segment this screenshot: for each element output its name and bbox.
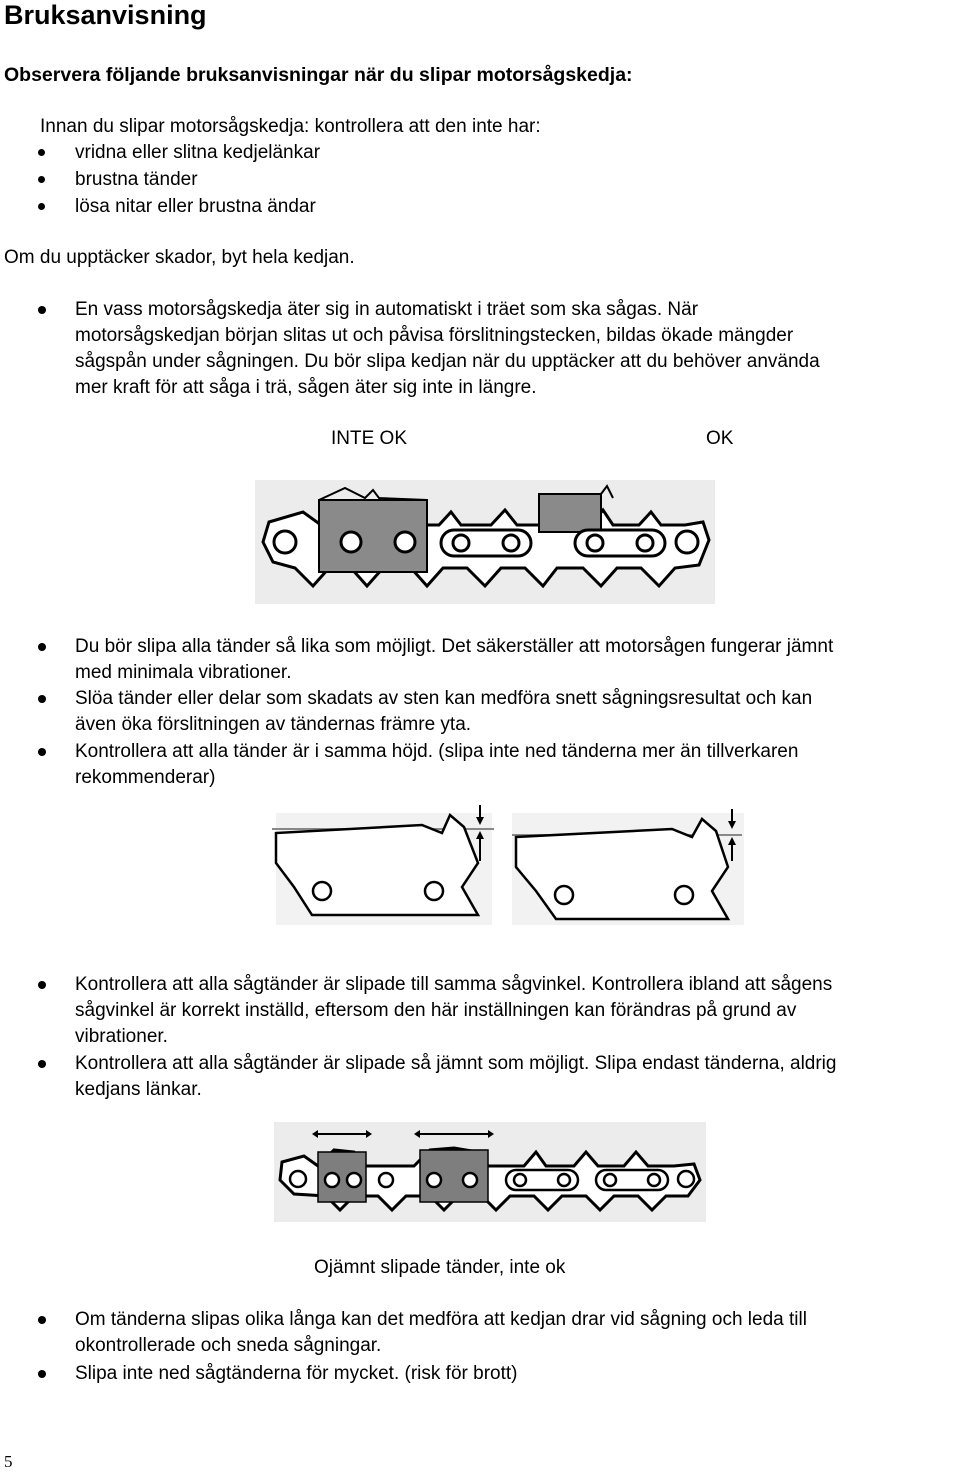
bullet-icon — [38, 1060, 46, 1068]
line: En vass motorsågskedja äter sig in automatiskt i träet som ska sågas. När — [75, 299, 699, 320]
bullet-icon — [38, 695, 46, 703]
list-item: lösa nitar eller brustna ändar — [75, 196, 316, 217]
line: sågvinkel är korrekt inställd, eftersom den här inställningen kan förändras på grund av — [75, 1000, 797, 1021]
chain-diagram-figure — [255, 480, 715, 604]
list-item: brustna tänder — [75, 169, 198, 190]
bullet-icon — [38, 306, 46, 314]
line: Slöa tänder eller delar som skadats av sten kan medföra snett sågningsresultat och kan — [75, 688, 813, 709]
line: Kontrollera att alla sågtänder är slipade till samma sågvinkel. Kontrollera ibland att sågens — [75, 974, 833, 995]
label-not-ok: INTE OK — [331, 428, 408, 449]
figure-caption: Ojämnt slipade tänder, inte ok — [314, 1257, 566, 1278]
line: kedjans länkar. — [75, 1079, 202, 1100]
line: vibrationer. — [75, 1026, 168, 1047]
line: motorsågskedjan början slitas ut och påvisa förslitningstecken, bildas ökade mängder — [75, 325, 794, 346]
line: Slipa inte ned sågtänderna för mycket. (risk för brott) — [75, 1363, 518, 1384]
bullet-icon — [38, 176, 45, 183]
list-item: vridna eller slitna kedjelänkar — [75, 142, 321, 163]
uneven-chain-figure — [274, 1122, 706, 1222]
check-intro: Innan du slipar motorsågskedja: kontrollera att den inte har: — [40, 116, 541, 137]
line: okontrollerade och sneda sågningar. — [75, 1335, 382, 1356]
bullet-icon — [38, 748, 46, 756]
line: rekommenderar) — [75, 767, 216, 788]
tooth-height-figure — [272, 805, 752, 930]
bullet-icon — [38, 203, 45, 210]
damage-note: Om du upptäcker skador, byt hela kedjan. — [4, 247, 355, 268]
bullet-icon — [38, 1316, 46, 1324]
bullet-icon — [38, 149, 45, 156]
bullet-icon — [38, 643, 46, 651]
line: mer kraft för att såga i trä, sågen äter sig inte in längre. — [75, 377, 537, 398]
page-number: 5 — [4, 1452, 13, 1471]
line: sågspån under sågningen. Du bör slipa kedjan när du upptäcker att du behöver använda — [75, 351, 820, 372]
page-title: Bruksanvisning — [4, 0, 207, 30]
bullet-icon — [38, 1370, 46, 1378]
section-subtitle: Observera följande bruksanvisningar när du slipar motorsågskedja: — [4, 64, 633, 86]
line: Om tänderna slipas olika långa kan det medföra att kedjan drar vid sågning och leda till — [75, 1309, 807, 1330]
line: även öka förslitningen av tändernas främre yta. — [75, 714, 472, 735]
line: Kontrollera att alla sågtänder är slipade så jämnt som möjligt. Slipa endast tänderna, aldrig — [75, 1053, 837, 1074]
line: Kontrollera att alla tänder är i samma höjd. (slipa inte ned tänderna mer än tillverkaren — [75, 741, 799, 762]
line: Du bör slipa alla tänder så lika som möjligt. Det säkerställer att motorsågen fungerar jämnt — [75, 636, 834, 657]
bullet-icon — [38, 981, 46, 989]
line: med minimala vibrationer. — [75, 662, 292, 683]
label-ok: OK — [706, 428, 734, 449]
